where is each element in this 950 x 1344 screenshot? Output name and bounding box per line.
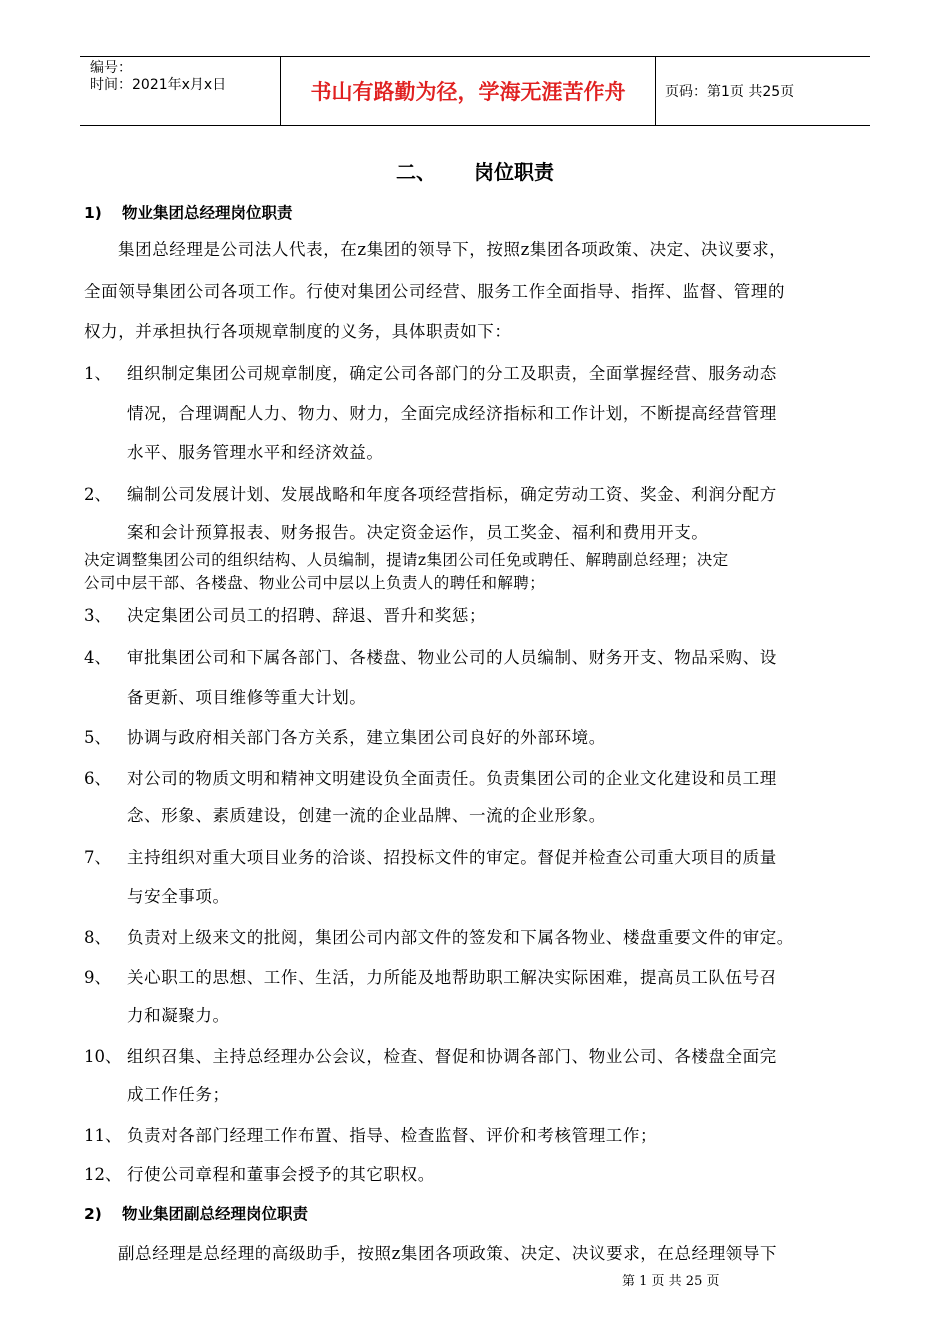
list-item-line: 主持组织对重大项目业务的洽谈、招投标文件的审定。督促并检查公司重大项目的质量	[127, 848, 777, 867]
list-item-line: 力和凝聚力。	[127, 1006, 230, 1025]
list-item-number: 2、	[84, 485, 111, 504]
inserted-paragraph-line: 决定调整集团公司的组织结构、人员编制，提请z集团公司任免或聘任、解聘副总经理；决定	[84, 551, 729, 569]
list-item-line: 决定集团公司员工的招聘、辞退、晋升和奖惩；	[127, 606, 487, 625]
paragraph-line: 集团总经理是公司法人代表，在z集团的领导下，按照z集团各项政策、决定、决议要求，	[118, 240, 787, 259]
list-item-number: 7、	[84, 848, 111, 867]
subsection-title: 物业集团总经理岗位职责	[122, 204, 293, 222]
list-item-number: 11、	[84, 1126, 122, 1145]
list-item-number: 9、	[84, 968, 111, 987]
subsection-heading-2	[84, 1202, 308, 1224]
list-item-number: 4、	[84, 648, 111, 667]
list-item-line: 成工作任务；	[127, 1085, 230, 1104]
list-item-line: 关心职工的思想、工作、生活，力所能及地帮助职工解决实际困难，提高员工队伍号召	[127, 968, 777, 987]
serial-label: 编号：	[90, 60, 132, 76]
list-item-line: 与安全事项。	[127, 887, 230, 906]
list-item-line: 情况，合理调配人力、物力、财力，全面完成经济指标和工作计划，不断提高经营管理	[127, 404, 777, 423]
list-item-line: 案和会计预算报表、财务报告。决定资金运作，员工奖金、福利和费用开支。	[127, 523, 709, 542]
list-item-number: 12、	[84, 1165, 122, 1184]
paragraph-line: 权力，并承担执行各项规章制度的义务，具体职责如下：	[84, 322, 512, 341]
list-item-line: 念、形象、素质建设，创建一流的企业品牌、一流的企业形象。	[127, 806, 606, 825]
header-motto: 书山有路勤为径，学海无涯苦作舟	[281, 57, 656, 125]
list-item-line: 对公司的物质文明和精神文明建设负全面责任。负责集团公司的企业文化建设和员工理	[127, 769, 777, 788]
section-heading	[0, 156, 950, 185]
list-item-line: 备更新、项目维修等重大计划。	[127, 688, 367, 707]
document-header	[80, 56, 870, 126]
list-item-line: 编制公司发展计划、发展战略和年度各项经营指标，确定劳动工资、奖金、利润分配方	[127, 485, 777, 504]
paragraph-line: 副总经理是总经理的高级助手，按照z集团各项政策、决定、决议要求，在总经理领导下	[118, 1244, 778, 1263]
subsection-heading-1	[84, 201, 293, 223]
page-footer: 第 1 页 共 25 页	[622, 1274, 720, 1289]
list-item-line: 组织召集、主持总经理办公会议，检查、督促和协调各部门、物业公司、各楼盘全面完	[127, 1047, 777, 1066]
time-label: 时间：2021年x月x日	[90, 77, 227, 93]
list-item-line: 协调与政府相关部门各方关系，建立集团公司良好的外部环境。	[127, 728, 606, 747]
subsection-number: 2)	[84, 1205, 102, 1223]
list-item-line: 组织制定集团公司规章制度，确定公司各部门的分工及职责，全面掌握经营、服务动态	[127, 364, 777, 383]
subsection-number: 1)	[84, 204, 102, 222]
list-item-line: 负责对各部门经理工作布置、指导、检查监督、评价和考核管理工作；	[127, 1126, 658, 1145]
list-item-number: 10、	[84, 1047, 122, 1066]
inserted-paragraph-line: 公司中层干部、各楼盘、物业公司中层以上负责人的聘任和解聘；	[84, 574, 546, 592]
header-meta-cell	[80, 57, 281, 125]
list-item-line: 水平、服务管理水平和经济效益。	[127, 443, 384, 462]
list-item-number: 5、	[84, 728, 111, 747]
list-item-line: 审批集团公司和下属各部门、各楼盘、物业公司的人员编制、财务开支、物品采购、设	[127, 648, 777, 667]
section-title: 岗位职责	[474, 160, 554, 184]
subsection-title: 物业集团副总经理岗位职责	[122, 1205, 309, 1223]
list-item-number: 6、	[84, 769, 111, 788]
list-item-number: 3、	[84, 606, 111, 625]
header-page-info: 页码：第1页 共25页	[665, 84, 795, 100]
section-number: 二、	[396, 160, 436, 184]
list-item-line: 负责对上级来文的批阅，集团公司内部文件的签发和下属各物业、楼盘重要文件的审定。	[127, 928, 794, 947]
list-item-number: 8、	[84, 928, 111, 947]
list-item-line: 行使公司章程和董事会授予的其它职权。	[127, 1165, 435, 1184]
paragraph-line: 全面领导集团公司各项工作。行使对集团公司经营、服务工作全面指导、指挥、监督、管理的	[84, 282, 786, 301]
list-item-number: 1、	[84, 364, 111, 383]
